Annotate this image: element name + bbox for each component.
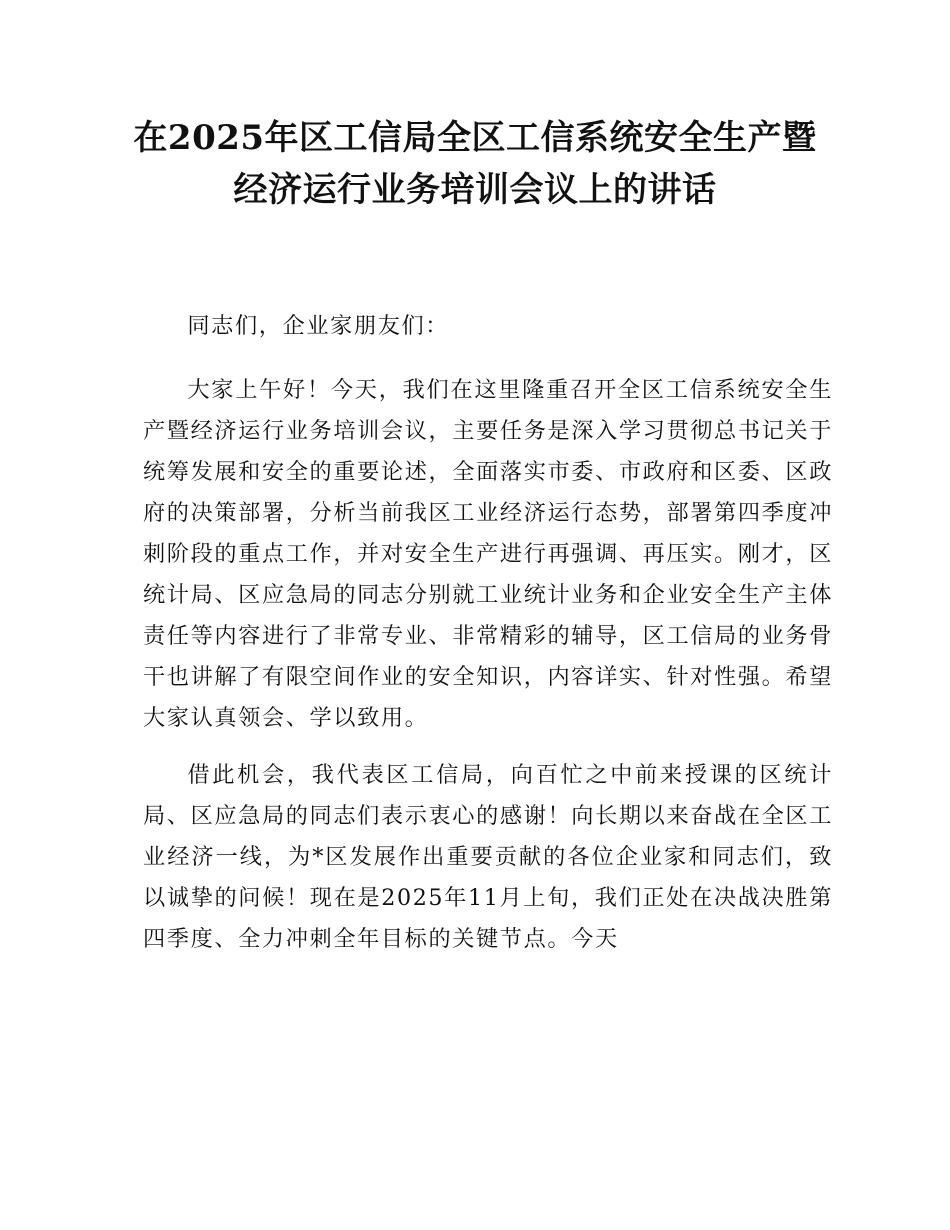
- paragraph-opening: 大家上午好！今天，我们在这里隆重召开全区工信系统安全生产暨经济运行业务培训会议，主要任务是深入学习贯彻总书记关于统筹发展和安全的重要论述，全面落实市委、市政府和区委、区政府的决策部署，分析当前我区工业经济运行态势，部署第四季度冲刺阶段的重点工作，并对安全生产进行再强调、再压实。刚才，区统计局、区应急局的同志分别就工业统计业务和企业安全生产主体责任等内容进行了非常专业、非常精彩的辅导，区工信局的业务骨干也讲解了有限空间作业的安全知识，内容详实、针对性强。希望大家认真领会、学以致用。: [143, 377, 833, 731]
- paragraph-thanks: 借此机会，我代表区工信局，向百忙之中前来授课的区统计局、区应急局的同志们表示衷心的感谢！向长期以来奋战在全区工业经济一线，为*区发展作出重要贡献的各位企业家和同志们，致以诚挚的问候！现在是2025年11月上旬，我们正处在决战决胜第四季度、全力冲刺全年目标的关键节点。今天: [143, 762, 833, 952]
- title-line-2: 经济运行业务培训会议上的讲话: [233, 170, 717, 210]
- document-title: [60, 112, 890, 216]
- document-body: [143, 306, 833, 976]
- title-line-1: 在2025年区工信局全区工信系统安全生产暨: [133, 118, 817, 158]
- salutation: 同志们，企业家朋友们：: [187, 313, 450, 339]
